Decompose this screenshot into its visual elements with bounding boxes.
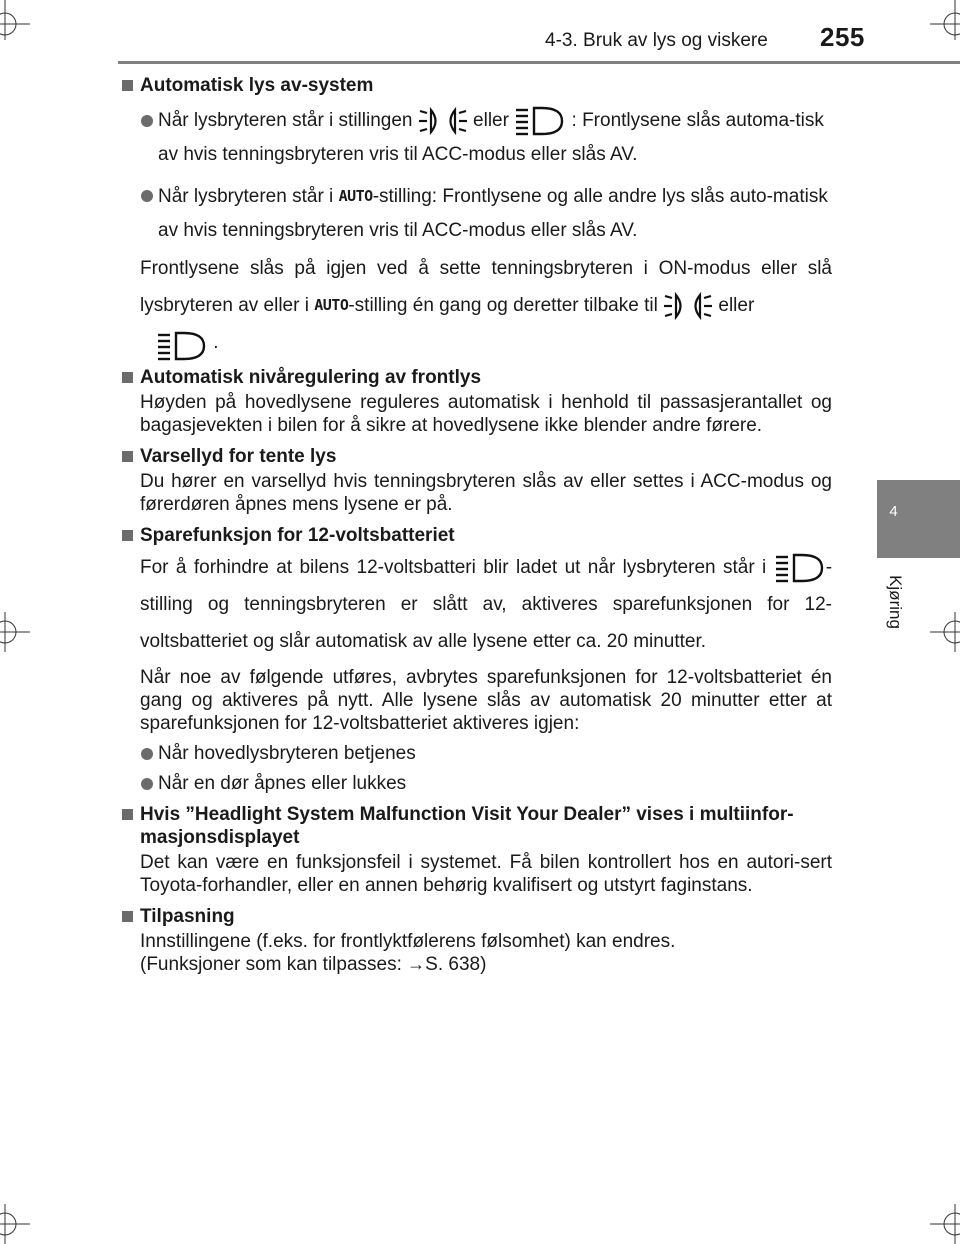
bullet-dot-icon xyxy=(141,115,153,127)
crop-mark-mid-left xyxy=(0,612,40,652)
crop-mark-top-left xyxy=(0,0,40,40)
bullet-dot-icon xyxy=(141,748,153,760)
square-bullet-icon xyxy=(122,911,133,922)
bullet-dot-icon xyxy=(141,778,153,790)
square-bullet-icon xyxy=(122,530,133,541)
section-heading: Sparefunksjon for 12-voltsbatteriet xyxy=(120,524,832,547)
headlight-icon xyxy=(514,105,566,137)
list-item: Når en dør åpnes eller lukkes xyxy=(120,772,832,795)
paragraph: Det kan være en funksjonsfeil i systemet. Få bilen kontrollert hos en autori-sert Toyota-forhandler, eller en annen behørig kvalifisert og utstyrt faginstans. xyxy=(140,852,832,896)
crop-mark-top-right xyxy=(920,0,960,40)
auto-icon: AUTO xyxy=(338,187,373,205)
paragraph: Du hører en varsellyd hvis tenningsbryteren slås av eller settes i ACC-modus og førerdøren åpnes mens lysene er på. xyxy=(140,471,832,515)
section-heading: Automatisk lys av-system xyxy=(120,74,832,97)
square-bullet-icon xyxy=(122,809,133,820)
list-item: Når lysbryteren står i AUTO-stilling: Frontlysene og alle andre lys slås auto-matisk av hvis tenningsbryteren vris til ACC-modus eller slås AV. xyxy=(120,179,832,248)
square-bullet-icon xyxy=(122,372,133,383)
section-heading: Automatisk nivåregulering av frontlys xyxy=(120,366,832,389)
list-item: Når lysbryteren står i stillingen eller : Frontlysene slås automa-tisk av hvis tenningsbryteren vris til ACC-modus eller slås AV. xyxy=(120,104,832,172)
list-item: Når hovedlysbryteren betjenes xyxy=(120,742,832,765)
arrow-right-icon: → xyxy=(407,954,426,974)
header-rule xyxy=(118,61,960,64)
chapter-number: 4 xyxy=(889,503,898,520)
paragraph: Innstillingene (f.eks. for frontlyktfølerens følsomhet) kan endres. (Funksjoner som kan tilpasses: →S. 638) xyxy=(140,931,676,975)
section-heading: Hvis ”Headlight System Malfunction Visit Your Dealer” vises i multiinfor-masjonsdisplayet xyxy=(120,803,832,849)
crop-mark-bottom-right xyxy=(920,1204,960,1244)
auto-icon: AUTO xyxy=(314,296,349,314)
paragraph: Høyden på hovedlysene reguleres automatisk i henhold til passasjerantallet og bagasjevekten i bilen for å sikre at hovedlysene ikke blender andre førere. xyxy=(140,392,832,436)
crop-mark-mid-right xyxy=(920,612,960,652)
square-bullet-icon xyxy=(122,80,133,91)
page-reference-link[interactable]: S. 638) xyxy=(425,954,487,975)
crop-mark-bottom-left xyxy=(0,1204,40,1244)
section-heading: Varsellyd for tente lys xyxy=(120,445,832,468)
square-bullet-icon xyxy=(122,451,133,462)
parking-lights-icon xyxy=(418,106,468,136)
paragraph: Frontlysene slås på igjen ved å sette tenningsbryteren i ON-modus eller slå lysbryteren av eller i AUTO-stilling én gang og deretter tilbake til eller . xyxy=(120,250,832,362)
parking-lights-icon xyxy=(663,291,713,321)
section-heading: Tilpasning xyxy=(120,905,832,928)
headlight-icon xyxy=(774,552,826,584)
page-content xyxy=(120,72,832,976)
bullet-dot-icon xyxy=(141,190,153,202)
chapter-label: Kjøring xyxy=(886,575,905,629)
headlight-icon xyxy=(156,330,208,362)
section-title: 4-3. Bruk av lys og viskere xyxy=(545,30,768,51)
paragraph: Når noe av følgende utføres, avbrytes sparefunksjonen for 12-voltsbatteriet én gang og aktiveres på nytt. Alle lysene slås av automatisk 20 minutter etter at sparefunksjonen for 12-voltsbatteriet aktiveres igjen: xyxy=(140,667,832,734)
page-number: 255 xyxy=(820,22,865,52)
paragraph: For å forhindre at bilens 12-voltsbatteri blir ladet ut når lysbryteren står i -stilling og tenningsbryteren er slått av, aktiveres sparefunksjonen for 12-voltsbatteriet og slår automatisk av alle lysene etter ca. 20 minutter. xyxy=(120,549,832,660)
